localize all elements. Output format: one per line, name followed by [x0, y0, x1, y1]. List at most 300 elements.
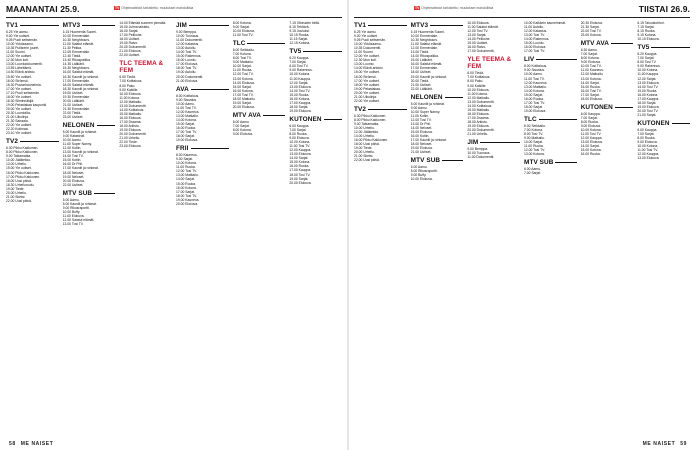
program-entry: 16.30 Puutarhaunelmia.: [6, 82, 42, 87]
program-entry: 11.00 Kotiin.: [410, 113, 430, 118]
channel-header: [233, 112, 286, 119]
program-entry: 17.00 Kauniit ja rohkeat.: [62, 166, 99, 171]
program-entry: 7.00 Sarjat.: [232, 123, 250, 128]
listing-column: [119, 21, 172, 436]
right-page: [348, 0, 696, 450]
listing-column: [63, 21, 116, 436]
program-entry: 12.00 Salatut elämät.: [62, 217, 95, 222]
channel-rule: [615, 107, 633, 108]
channel-name: AVA: [176, 85, 189, 93]
channel-name: LIV: [524, 56, 535, 64]
program-entry: 15.00 Sarjat.: [176, 121, 195, 126]
program-entry: 13.00 Kotona.: [580, 76, 602, 81]
program-entry: 15.00 Kotona.: [289, 160, 311, 165]
program-entry: 7.00 Kotona.: [524, 127, 543, 132]
program-entry: 22.00 Tiedä.: [62, 110, 82, 115]
channel-name: MTV AVA: [232, 111, 261, 119]
program-entry: 9.00 Sarjat.: [232, 25, 250, 30]
program-entry: 13.00 Urheilu.: [6, 162, 27, 167]
program-entry: 7.15 Sarjat.: [637, 25, 655, 30]
program-entry: 17.00 Yle uutiset.: [354, 78, 380, 83]
program-entry: 22.00 Uusi päivä.: [354, 158, 380, 163]
channel-block: [119, 21, 172, 57]
channel-header: [176, 22, 229, 29]
program-entry: 22.00 Uusi päivä.: [6, 198, 32, 203]
left-page-title: MAANANTAI 25.9.: [6, 4, 80, 14]
program-entry: 20.00 Elokuva.: [176, 201, 199, 206]
channel-block: [233, 112, 286, 136]
program-entry: 9.00 Bemppa.: [467, 147, 489, 152]
program-entry: 9.00 Taikamatka.: [6, 154, 32, 159]
program-entry: 16.00 Kotona.: [176, 185, 197, 190]
program-entry: 16.00 Elokuva.: [467, 111, 490, 116]
program-entry: 14.00 Elokuva.: [232, 80, 255, 85]
program-entry: 12.00 Yle uutiset.: [6, 54, 32, 59]
program-entry: 14.00 Tosi TV.: [176, 50, 197, 55]
channel-rule: [303, 51, 342, 52]
program-entry: 18.00 Neloset.: [410, 142, 433, 147]
program-entry: 16.00 Salatut elämät.: [410, 62, 443, 67]
program-entry: 11.00 Kauppa.: [289, 76, 311, 81]
program-entry: 21.00 Uutiset.: [62, 102, 84, 107]
program-entry: 6.00 Kauppa.: [580, 111, 601, 116]
program-entry: 15.00 Elokuva.: [410, 130, 433, 135]
program-entry: 10.35 Pulitzerin juuret.: [6, 46, 40, 51]
program-entry: 16.00 Elokuva.: [119, 115, 142, 120]
program-entry: 18.30 Urheiluruutu.: [6, 182, 35, 187]
program-entry: 9.00 Yle uutiset.: [6, 34, 30, 39]
program-entry: 8.00 Kauniit ja rohkeat.: [62, 130, 97, 135]
channel-header: [176, 86, 229, 93]
program-entry: 14.00 Rikospaikka.: [410, 54, 439, 59]
program-entry: 8.00 Tosi TV.: [637, 60, 657, 65]
program-entry: 6.30 Pikku Kakkonen.: [6, 146, 39, 151]
program-entry: 10.00 Tuunaus.: [467, 151, 491, 156]
program-entry: 8.00 Kauniit ja rohkeat.: [410, 101, 445, 106]
program-entry: 11.00 Ruoka.: [232, 68, 253, 73]
program-entry: 16.00 Raivo.: [467, 45, 487, 50]
program-entry: 17.00 Dokumentti.: [467, 49, 495, 54]
program-entry: 17.00 Sarjat.: [176, 189, 195, 194]
channel-header: [289, 116, 342, 123]
program-entry: 10.00 Kaikkein kauneimmat.: [524, 21, 567, 25]
program-entry: 8.00 Kotona.: [232, 21, 252, 25]
channel-rule: [442, 160, 463, 161]
program-entry: 14.00 Kotitalous.: [467, 103, 493, 108]
program-entry: 11.00 Suomi.: [354, 50, 374, 55]
program-entry: 9.15 Kotona.: [637, 33, 657, 38]
program-entry: 10.00 Tosi TV.: [580, 64, 602, 69]
program-entry: 18.00 Uutiset.: [410, 70, 432, 75]
program-entry: 13.00 Matkailu.: [176, 173, 199, 178]
program-entry: 14.00 Pelikone.: [467, 37, 491, 42]
program-entry: 20.00 Elokuva.: [289, 180, 312, 185]
program-entry: 19.00 Uutiset.: [62, 90, 84, 95]
program-entry: 8.00 Kotitalous.: [176, 93, 200, 98]
channel-block: [119, 60, 172, 148]
program-entry: 15.00 Kotiin.: [62, 158, 82, 163]
program-entry: 21.00 Uutiset.: [410, 82, 432, 87]
program-entry: 19.00 Elokuva.: [524, 108, 547, 113]
channel-rule: [263, 115, 285, 116]
program-entry: 16.00 Elokuva.: [524, 45, 547, 50]
program-entry: 20.00 Lääkärit.: [62, 98, 85, 103]
program-entry: 22.00 Uutiset.: [62, 182, 84, 187]
program-entry: 16.00 Pikku Kakkonen.: [6, 170, 41, 175]
program-entry: 7.00 Kotona.: [232, 52, 252, 57]
program-entry: 16.00 Kotona.: [637, 92, 659, 97]
program-entry: 11.00 Tosi TV.: [232, 33, 254, 38]
channel-header: [63, 190, 116, 197]
program-entry: 10.00 Elokuva.: [232, 29, 255, 34]
program-entry: 11.00 Tosi TV.: [637, 148, 659, 153]
program-entry: 13.00 Elokuva.: [580, 140, 603, 145]
channel-name: MTV3: [62, 22, 81, 29]
program-entry: 12.00 Tosi TV.: [176, 169, 197, 174]
channel-rule: [651, 47, 690, 48]
program-entry: 15.00 Luonto.: [524, 41, 545, 46]
channel-block: [63, 190, 116, 226]
program-entry: 11.00 Tosi TV.: [524, 76, 545, 81]
program-entry: 15.50 Yle uutiset.: [6, 74, 32, 79]
program-entry: 15.00 Uutiset.: [467, 41, 488, 46]
channel-block: [289, 116, 342, 185]
program-entry: 12.00 Tosi TV.: [524, 148, 545, 153]
program-entry: 17.00 Tosi TV.: [524, 49, 545, 54]
listing-column: [467, 21, 520, 436]
program-entry: 9.00 Matkailu.: [232, 60, 254, 65]
program-entry: 18.00 Tosi TV.: [176, 66, 197, 71]
program-entry: 6.20 Kauppa.: [289, 56, 310, 61]
channel-name: NELONEN: [410, 93, 443, 101]
channel-block: [354, 22, 407, 103]
channel-rule: [324, 119, 342, 120]
program-entry: 7.00 Sarjat.: [580, 115, 598, 120]
left-footer: [6, 441, 53, 447]
program-entry: 10.15 Ruoka.: [289, 33, 310, 38]
program-entry: 13.00 Elokuva.: [637, 80, 660, 85]
program-entry: 10.00 Kotona.: [580, 127, 602, 132]
program-entry: 22.00 Tosi TV.: [580, 29, 602, 34]
program-entry: 9.00 Buffy.: [410, 173, 427, 178]
program-entry: 10.00 Aamu.: [62, 138, 82, 143]
channel-header: [411, 157, 464, 164]
program-entry: 21.30 Sairaala.: [6, 119, 29, 124]
program-entry: 12.00 Kalastus.: [524, 29, 548, 34]
program-entry: 14.00 Sarjat.: [176, 177, 195, 182]
channel-header: [289, 48, 342, 55]
program-entry: 15.00 Sarjat.: [232, 84, 252, 89]
program-entry: 10.00 Kotona.: [289, 72, 311, 77]
channel-block: [289, 21, 342, 45]
program-entry: 6.00 Seikkailu.: [232, 48, 255, 53]
channel-header: [119, 60, 172, 74]
program-entry: 18.00 Neloset.: [62, 170, 85, 175]
program-entry: 8.15 Ruoka.: [637, 29, 656, 34]
channel-block: [63, 22, 116, 119]
program-entry: 22.00 Lääkärit.: [410, 86, 433, 91]
program-entry: 19.00 Elokuva.: [119, 128, 142, 133]
program-entry: 6.00 Kauppa.: [637, 127, 658, 132]
program-entry: 20.00 Tiedä.: [410, 78, 430, 83]
program-entry: 11.00 Suomi.: [6, 50, 26, 55]
program-entry: 20.00 Urheilu.: [354, 150, 375, 155]
channel-name: KUTONEN: [289, 115, 322, 123]
program-entry: 11.00 Ruoka.: [524, 144, 544, 149]
channel-rule: [97, 125, 116, 126]
channel-header: [467, 56, 520, 70]
program-entry: 15.00 Kotona.: [580, 148, 602, 153]
program-entry: 10.00 Kotona.: [637, 144, 659, 149]
program-entry: 9.00 Elokuva.: [232, 132, 253, 137]
channel-header: [637, 120, 690, 127]
program-entry: 7.00 Sarjat.: [637, 56, 655, 61]
listing-column: [233, 21, 286, 436]
program-entry: 23.00 Elokuva.: [119, 144, 142, 149]
program-entry: 21.00 Urheilu.: [467, 132, 489, 137]
program-entry: 22.20 Kotimaa.: [6, 127, 29, 132]
program-entry: 9.00 Rikosraportti.: [62, 205, 90, 210]
program-entry: 11.00 Dokumentti.: [467, 155, 495, 160]
program-entry: 17.00 Elokuva.: [176, 62, 199, 67]
program-entry: 18.00 Arkisto.: [119, 123, 140, 128]
channel-block: [233, 40, 286, 109]
channel-header: [637, 44, 690, 51]
program-entry: 11.00 Autoilu.: [524, 25, 545, 30]
channel-rule: [189, 25, 229, 26]
program-entry: 9.00 Sisustus.: [524, 68, 546, 73]
left-header-rule: [6, 17, 342, 18]
program-entry: 10.35 Dokumentti.: [354, 46, 382, 51]
program-entry: 15.00 Ruoka.: [289, 92, 310, 97]
program-entry: 12.00 Matkailu.: [467, 95, 491, 100]
program-entry: 14.35 Lääkärit.: [62, 62, 85, 67]
program-entry: 8.00 Ruoka.: [580, 119, 599, 124]
program-entry: 21.00 Elokuva.: [176, 78, 199, 83]
program-entry: 17.00 Sarjat.: [580, 92, 600, 97]
program-entry: 17.00 Kauppa.: [289, 168, 312, 173]
program-entry: 9.00 Katastrofi.: [62, 134, 86, 139]
program-entry: 11.00 Salatut elämät.: [62, 42, 95, 47]
program-entry: 13.00 Tosi TV.: [524, 33, 545, 38]
program-entry: 10.00 Ykkösaamu.: [354, 42, 382, 47]
program-entry: 13.00 Kotona.: [232, 76, 254, 81]
program-entry: 20.00 Dokumentti.: [119, 45, 147, 50]
channel-name: TV1: [354, 22, 367, 29]
program-entry: 8.00 Ruoka.: [637, 136, 656, 141]
program-entry: 8.00 Rikosraportti.: [410, 169, 438, 174]
program-entry: 12.00 Kalastus.: [176, 42, 200, 47]
program-entry: 12.00 Kauppa.: [637, 152, 660, 157]
program-entry: 6.00 Aamu.: [232, 119, 250, 124]
program-entry: 17.00 Emmerdale.: [62, 78, 90, 83]
channel-name: TV5: [289, 48, 302, 56]
channel-block: [354, 106, 407, 163]
program-entry: 8.00 Pikku Kakkonen.: [354, 117, 387, 122]
program-entry: 13.00 Matkailu.: [524, 84, 547, 89]
channel-name: TV5: [637, 44, 650, 52]
channel-rule: [191, 148, 229, 149]
channel-block: [176, 86, 229, 143]
program-entry: 12.00 Kauppa.: [580, 136, 603, 141]
program-entry: 12.00 Matkailu.: [119, 99, 143, 104]
program-entry: 11.00 Tosi TV.: [289, 144, 311, 149]
channel-name: TV2: [354, 105, 367, 113]
program-entry: 11.00 Kauppa.: [637, 72, 659, 77]
program-entry: 17.00 Tosi TV.: [176, 130, 197, 135]
channel-block: [637, 44, 690, 117]
program-entry: 12.30 Mun koti.: [354, 58, 377, 63]
channel-block: [6, 138, 59, 203]
right-hint-tag: TV: [415, 6, 420, 10]
program-entry: 8.00 Pikku Kakkonen.: [6, 150, 39, 155]
program-entry: 18.00 Uusi päivä.: [354, 142, 380, 147]
channel-name: FRII: [176, 145, 189, 153]
program-entry: 10.00 Urheilu.: [354, 125, 375, 130]
program-entry: 8.00 Kotona.: [580, 56, 600, 61]
program-entry: 12.05 Emmerdale.: [62, 50, 90, 55]
program-entry: 15.00 Ruoka.: [637, 88, 658, 93]
channel-name: MTV SUB: [62, 189, 93, 197]
listing-column: [411, 21, 464, 436]
program-entry: 12.00 Tosi TV.: [467, 29, 489, 34]
program-entry: 18.00 Tosi TV.: [289, 172, 311, 177]
program-entry: 18.00 Yle uutiset.: [354, 82, 380, 87]
program-entry: 19.00 Tiede.: [354, 146, 373, 151]
program-entry: 13.00 Sarjat.: [467, 33, 487, 38]
program-entry: 15.00 Sarjat.: [524, 92, 543, 97]
program-entry: 7.00 Sarjat.: [580, 52, 598, 57]
program-entry: 11.00 Tosi TV.: [580, 132, 602, 137]
channel-header: [411, 94, 464, 101]
channel-rule: [555, 162, 576, 163]
program-entry: 8.00 Pako.: [119, 83, 136, 88]
program-entry: 13.00 Luonto.: [354, 62, 375, 67]
program-entry: 12.00 Kauneus.: [524, 80, 548, 85]
channel-header: [354, 22, 407, 29]
left-page-header: [6, 4, 342, 16]
program-entry: 19.00 Pelastakaa.: [354, 86, 381, 91]
program-entry: 13.00 Dr Phil.: [410, 121, 431, 126]
program-entry: 15.00 Matkailu.: [119, 111, 143, 116]
program-entry: 15.00 Yle uutiset.: [6, 166, 32, 171]
channel-rule: [368, 25, 407, 26]
channel-block: [524, 159, 577, 175]
program-entry: 17.00 Kauniit ja rohkeat.: [410, 138, 447, 143]
listing-column: [637, 21, 690, 436]
program-entry: 18.00 Tosi TV.: [176, 193, 197, 198]
channel-header: [6, 138, 59, 145]
program-entry: 10.00 Sarjat.: [232, 64, 252, 69]
program-entry: 10.00 Kotona.: [637, 68, 659, 73]
right-footer: [643, 441, 690, 447]
program-entry: 22.00 Yle uutiset.: [354, 98, 380, 103]
program-entry: 17.00 Emmerdale.: [410, 66, 438, 71]
program-entry: 7.00 Sarjat.: [637, 132, 655, 137]
listing-column: [289, 21, 342, 436]
program-entry: 9.00 Bemppa.: [176, 30, 197, 34]
program-entry: 11.30 Pekka.: [62, 46, 82, 51]
program-entry: 20.00 Dokumentti.: [467, 128, 495, 133]
channel-name: TLC: [232, 40, 246, 48]
program-entry: 14.00 Elävä arkisto.: [354, 66, 384, 71]
program-entry: 16.00 Dr Phil.: [62, 162, 83, 167]
channel-block: [411, 22, 464, 91]
program-entry: 9.00 Sisustus.: [176, 97, 198, 102]
program-entry: 18.00 Salatut elämät.: [62, 82, 95, 87]
program-entry: 6.00 Tiedä.: [467, 71, 484, 76]
program-entry: 9.00 Elokuva.: [580, 60, 601, 65]
channel-block: [411, 157, 464, 181]
program-entry: 21.30 Sarjat.: [580, 25, 600, 30]
channel-block: [581, 40, 634, 101]
program-entry: 21.00 Sarjat.: [637, 112, 657, 117]
channel-rule: [611, 43, 633, 44]
program-entry: 12.15 Kotona.: [289, 41, 311, 46]
program-entry: 17.00 Yle uutiset.: [6, 86, 32, 91]
program-entry: 8.00 Ruoka.: [289, 132, 308, 137]
channel-block: [467, 21, 520, 53]
channel-rule: [539, 119, 577, 120]
program-entry: 12.00 Kauppa.: [289, 148, 312, 153]
program-entry: 13.55 Lähettämö.: [6, 66, 33, 71]
right-page-header: [354, 4, 690, 16]
program-entry: 13.00 Dokumentti.: [467, 99, 495, 104]
channel-rule: [430, 25, 463, 26]
listing-column: [581, 21, 634, 436]
program-entry: 11.15 Sarjat.: [289, 37, 309, 42]
program-entry: 17.00 Draama.: [119, 119, 142, 124]
program-entry: 14.00 Tosi TV.: [637, 84, 659, 89]
program-entry: 6.00 Aamu.: [62, 197, 80, 202]
program-entry: 10.00 Super Nanny.: [410, 109, 441, 114]
right-magazine-name: ME NAISET: [642, 441, 676, 447]
program-entry: 21.00 Elokuva.: [119, 49, 142, 54]
program-entry: 12.30 Mun koti.: [6, 58, 29, 63]
program-entry: 23.00 Kotona.: [580, 33, 602, 38]
channel-name: NELONEN: [62, 122, 95, 130]
right-header-rule: [354, 17, 690, 18]
program-entry: 8.00 Kauneus.: [176, 153, 198, 158]
channel-name: MTV SUB: [524, 159, 554, 167]
program-entry: 9.00 Yle uutiset.: [354, 34, 378, 39]
program-entry: 6.25 Yle aamu.: [6, 30, 29, 34]
channel-rule: [20, 141, 59, 142]
program-entry: 15.00 Ruoka.: [580, 84, 601, 89]
program-entry: 12.00 Jääkiekko.: [354, 130, 380, 135]
program-entry: 14.00 Sarjat.: [289, 156, 309, 161]
program-entry: 12.00 Matkailu.: [580, 72, 604, 77]
program-entry: 15.00 Rakennus.: [176, 54, 202, 59]
program-entry: 16.00 Ruoka.: [580, 152, 601, 157]
program-entry: 10.00 Kotona.: [176, 161, 197, 166]
program-entry: 17.00 Pikku Kakkonen.: [6, 174, 41, 179]
program-entry: 10.00 Emmerdale.: [410, 34, 438, 39]
program-entry: 12.00 Yle uutiset.: [354, 54, 380, 59]
program-entry: 17.00 Kauppa.: [289, 100, 312, 105]
program-entry: 15.30 Neighbours.: [62, 66, 90, 71]
program-entry: 16.00 Kotona.: [232, 88, 254, 93]
program-entry: 13.00 Luontodokumentti.: [6, 62, 43, 67]
program-entry: 11.00 Kotona.: [467, 91, 488, 96]
program-entry: 23.00 Uutiset.: [62, 114, 84, 119]
program-entry: 17.00 Kauppa.: [637, 96, 660, 101]
channel-block: [411, 94, 464, 155]
program-entry: 7.00 Kotitalous.: [467, 75, 491, 80]
program-entry: 6.00 Tiedä.: [119, 75, 136, 80]
program-entry: 9.00 Sarjat.: [176, 157, 194, 162]
left-page-hint: [114, 6, 193, 10]
